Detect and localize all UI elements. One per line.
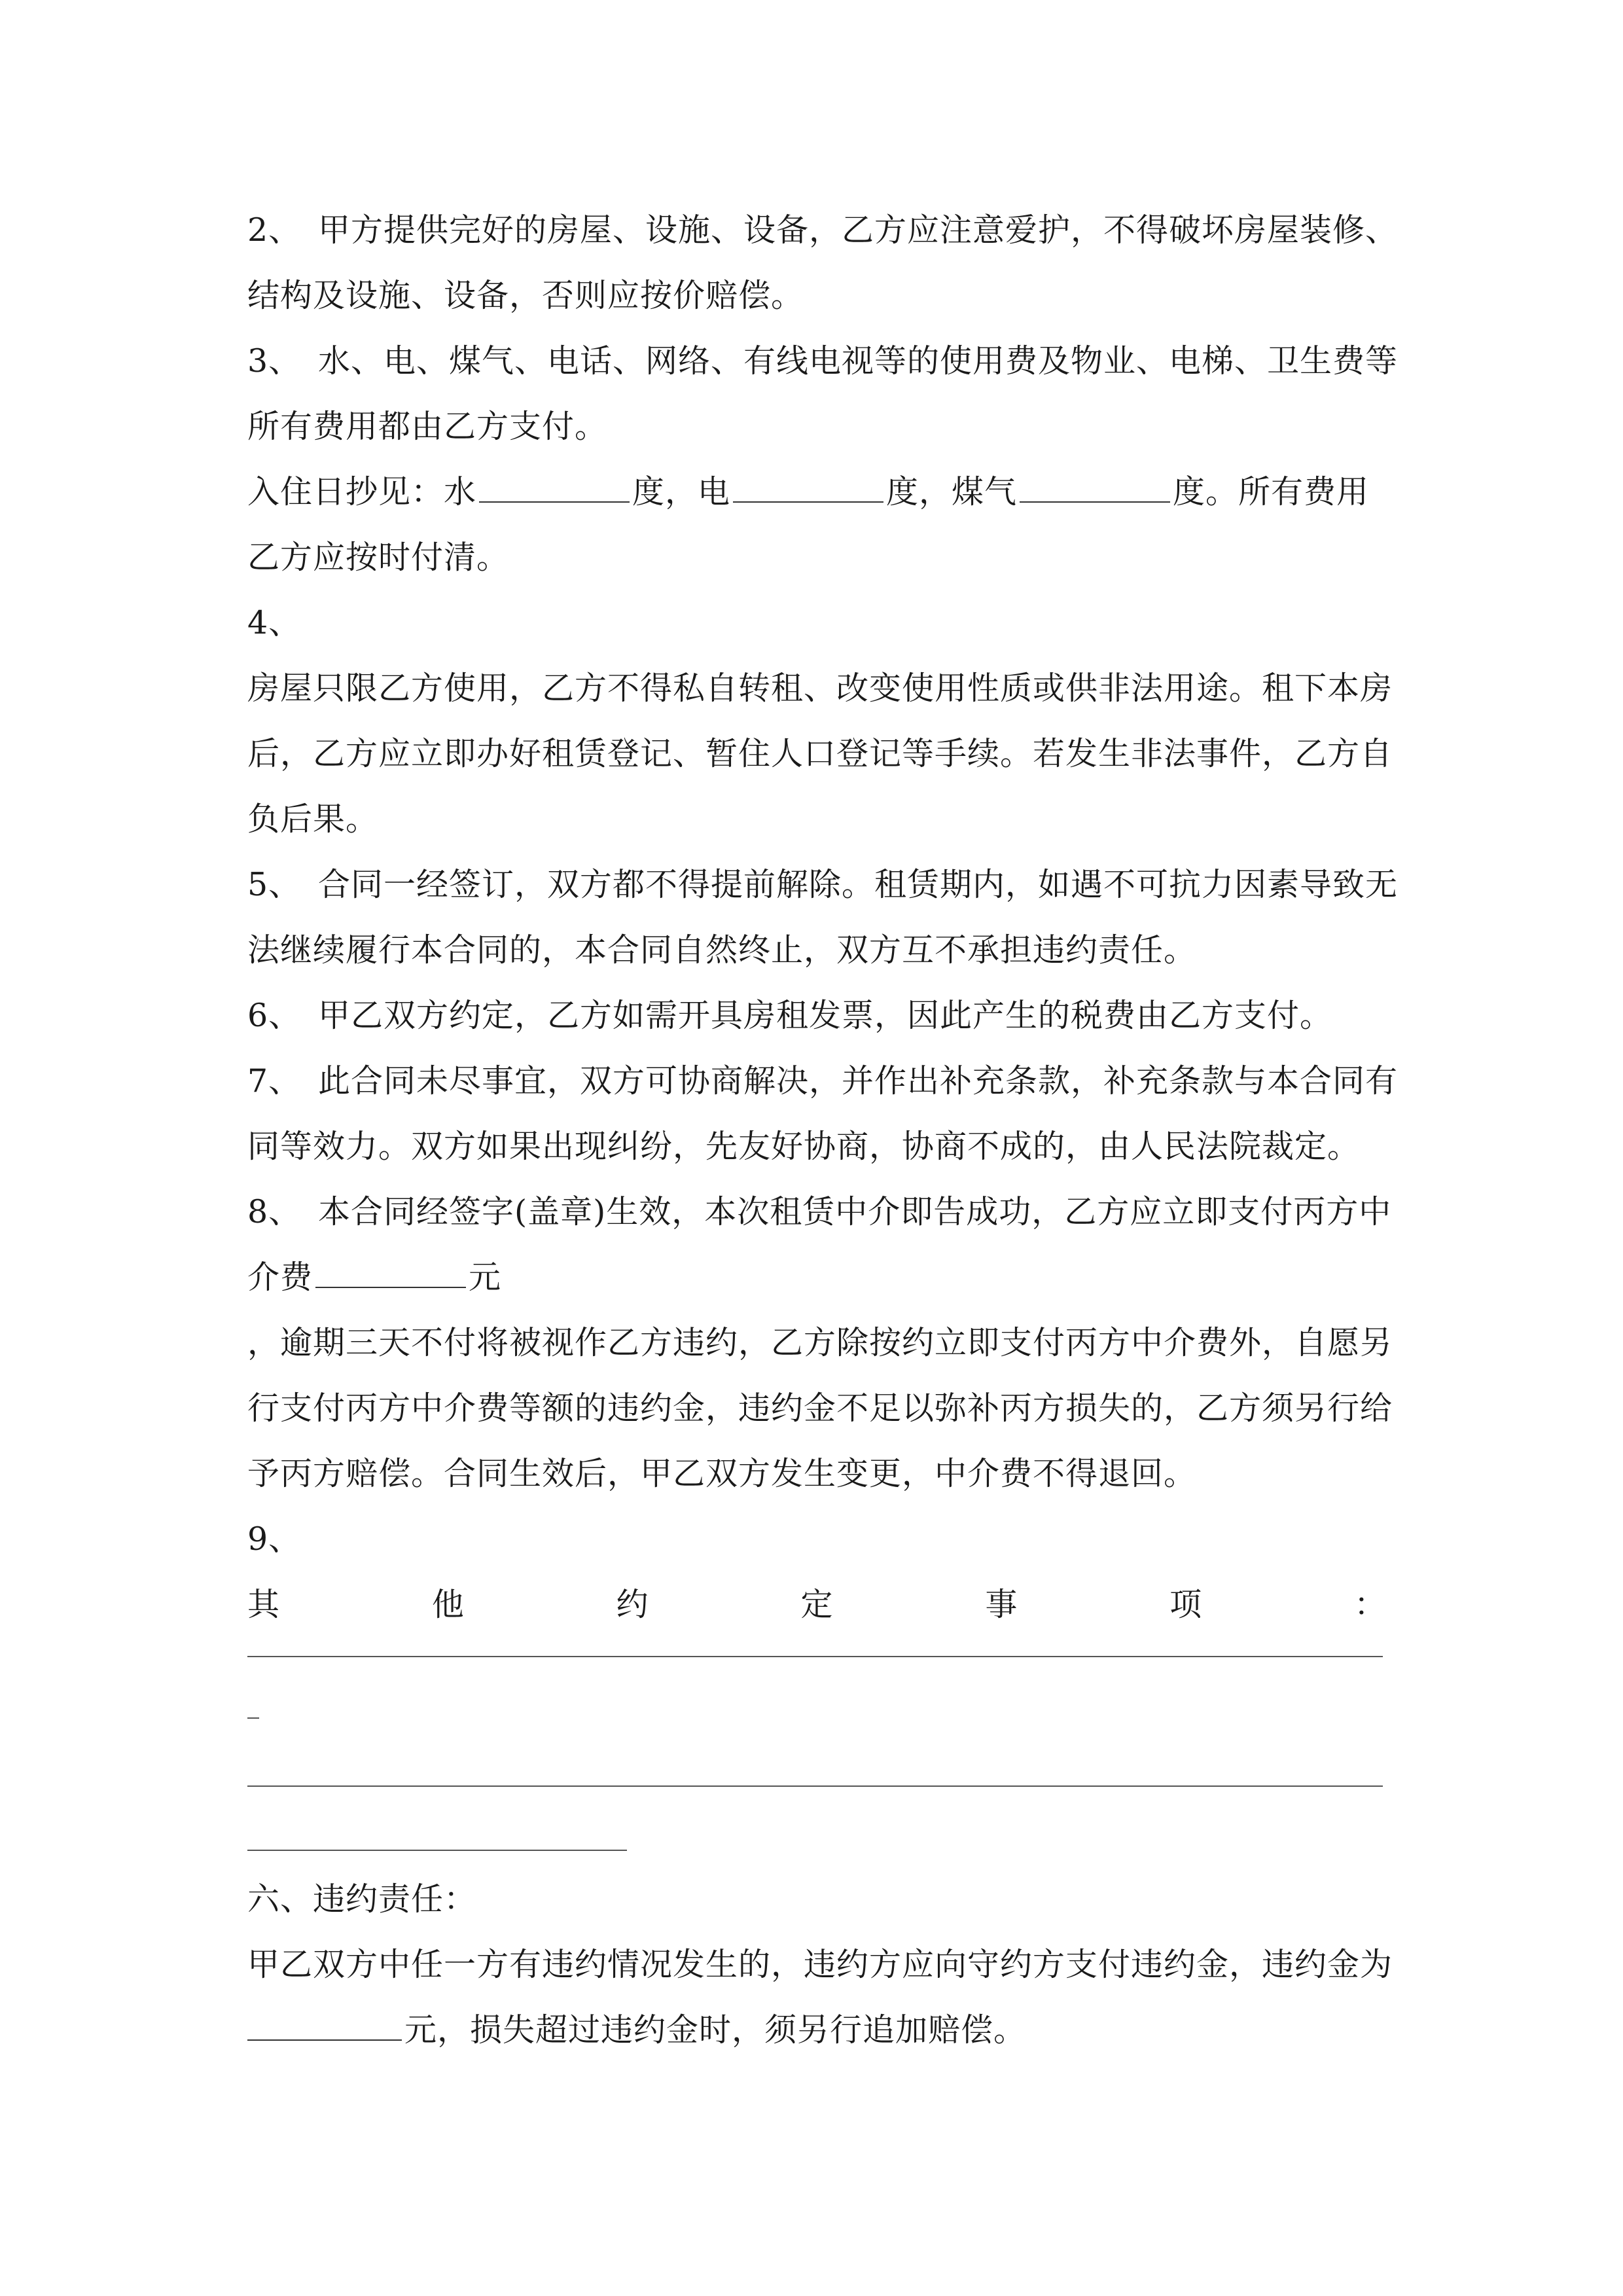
- clause-7-number: 7、: [247, 1062, 302, 1100]
- clause-9-number: 9、: [247, 1520, 302, 1558]
- meter-prefix: 入住日抄见：水: [247, 473, 477, 511]
- meter-unit-gas: 度。所有费用: [1173, 473, 1370, 511]
- clause-2-text: 甲方提供完好的房屋、设施、设备，乙方应注意爱护，不得破坏房屋装修、: [318, 211, 1399, 249]
- clause-9-char: 他: [431, 1586, 464, 1623]
- clause-8-line-3: ，逾期三天不付将被视作乙方违约，乙方除按约立即支付丙方中介费外，自愿另: [247, 1324, 1393, 1361]
- clause-2-line-1: [247, 198, 1399, 263]
- clause-9-heading: [247, 1572, 1386, 1638]
- penalty-amount-blank[interactable]: [247, 2000, 402, 2041]
- clause-4-line-2: 后，乙方应立即办好租赁登记、暂住人口登记等手续。若发生非法事件，乙方自: [247, 735, 1393, 772]
- clause-7-text: 此合同未尽事宜，双方可协商解决，并作出补充条款，补充条款与本合同有: [318, 1062, 1399, 1100]
- clause-6-text: 甲乙双方约定，乙方如需开具房租发票，因此产生的税费由乙方支付。: [318, 997, 1333, 1034]
- clause-9-char: 定: [800, 1586, 833, 1623]
- clause-3-line-2: 所有费用都由乙方支付。: [247, 408, 608, 445]
- agency-fee-label: 介费: [247, 1259, 313, 1296]
- meter-unit-electricity: 度，煤气: [886, 473, 1018, 511]
- clause-4-number: 4、: [247, 604, 302, 641]
- water-reading-blank[interactable]: [479, 462, 630, 503]
- clause-5-text: 合同一经签订，双方都不得提前解除。租赁期内，如遇不可抗力因素导致无: [318, 866, 1399, 903]
- gas-reading-blank[interactable]: [1020, 462, 1170, 503]
- clause-4-line-3: 负后果。: [247, 800, 379, 838]
- clause-8-line-5: 予丙方赔偿。合同生效后，甲乙双方发生变更，中介费不得退回。: [247, 1455, 1197, 1492]
- other-terms-blank-line-1[interactable]: [247, 1656, 1383, 1657]
- other-terms-dash: [247, 1717, 259, 1719]
- section-6-heading: 六、违约责任：: [247, 1880, 477, 1918]
- clause-9-char: 约: [616, 1586, 649, 1623]
- other-terms-blank-line-3[interactable]: [247, 1850, 627, 1851]
- meter-reading-line: [247, 459, 1386, 525]
- clause-7-line-2: 同等效力。双方如果出现纠纷，先友好协商，协商不成的，由人民法院裁定。: [247, 1128, 1361, 1165]
- meter-reading-line-2: 乙方应按时付清。: [247, 539, 510, 576]
- clause-8-line-2: [247, 1245, 1386, 1310]
- clause-7-line-1: [247, 1049, 1399, 1114]
- clause-2-line-2: 结构及设施、设备，否则应按价赔偿。: [247, 277, 804, 314]
- clause-3-number: 3、: [247, 342, 302, 380]
- meter-unit-water: 度，电: [632, 473, 731, 511]
- clause-8-line-1: [247, 1179, 1392, 1245]
- section-6-line-2-text: 元，损失超过违约金时，须另行追加赔偿。: [404, 2011, 1027, 2049]
- agency-fee-blank[interactable]: [315, 1247, 466, 1288]
- agency-fee-unit: 元: [469, 1259, 502, 1296]
- section-6-line-1: 甲乙双方中任一方有违约情况发生的，违约方应向守约方支付违约金，违约金为: [247, 1946, 1393, 1983]
- clause-5-line-1: [247, 852, 1399, 918]
- clause-6-line-1: [247, 983, 1386, 1049]
- clause-8-text: 本合同经签字(盖章)生效，本次租赁中介即告成功，乙方应立即支付丙方中: [318, 1193, 1392, 1230]
- clause-9-char: 项: [1169, 1586, 1202, 1623]
- clause-8-line-4: 行支付丙方中介费等额的违约金，违约金不足以弥补丙方损失的，乙方须另行给: [247, 1390, 1393, 1427]
- clause-2-number: 2、: [247, 211, 302, 249]
- clause-4-line-1: 房屋只限乙方使用，乙方不得私自转租、改变使用性质或供非法用途。租下本房: [247, 670, 1393, 707]
- clause-8-number: 8、: [247, 1193, 302, 1230]
- other-terms-blank-line-2[interactable]: [247, 1785, 1383, 1787]
- clause-9-char: 其: [247, 1586, 280, 1623]
- clause-6-number: 6、: [247, 997, 302, 1034]
- clause-5-number: 5、: [247, 866, 302, 903]
- electricity-reading-blank[interactable]: [733, 462, 883, 503]
- clause-5-line-2: 法继续履行本合同的，本合同自然终止，双方互不承担违约责任。: [247, 931, 1197, 969]
- clause-9-char: 事: [985, 1586, 1018, 1623]
- clause-9-char: ：: [1353, 1586, 1386, 1623]
- clause-3-text: 水、电、煤气、电话、网络、有线电视等的使用费及物业、电梯、卫生费等: [318, 342, 1399, 380]
- section-6-line-2: [247, 1998, 1386, 2063]
- clause-3-line-1: [247, 329, 1399, 394]
